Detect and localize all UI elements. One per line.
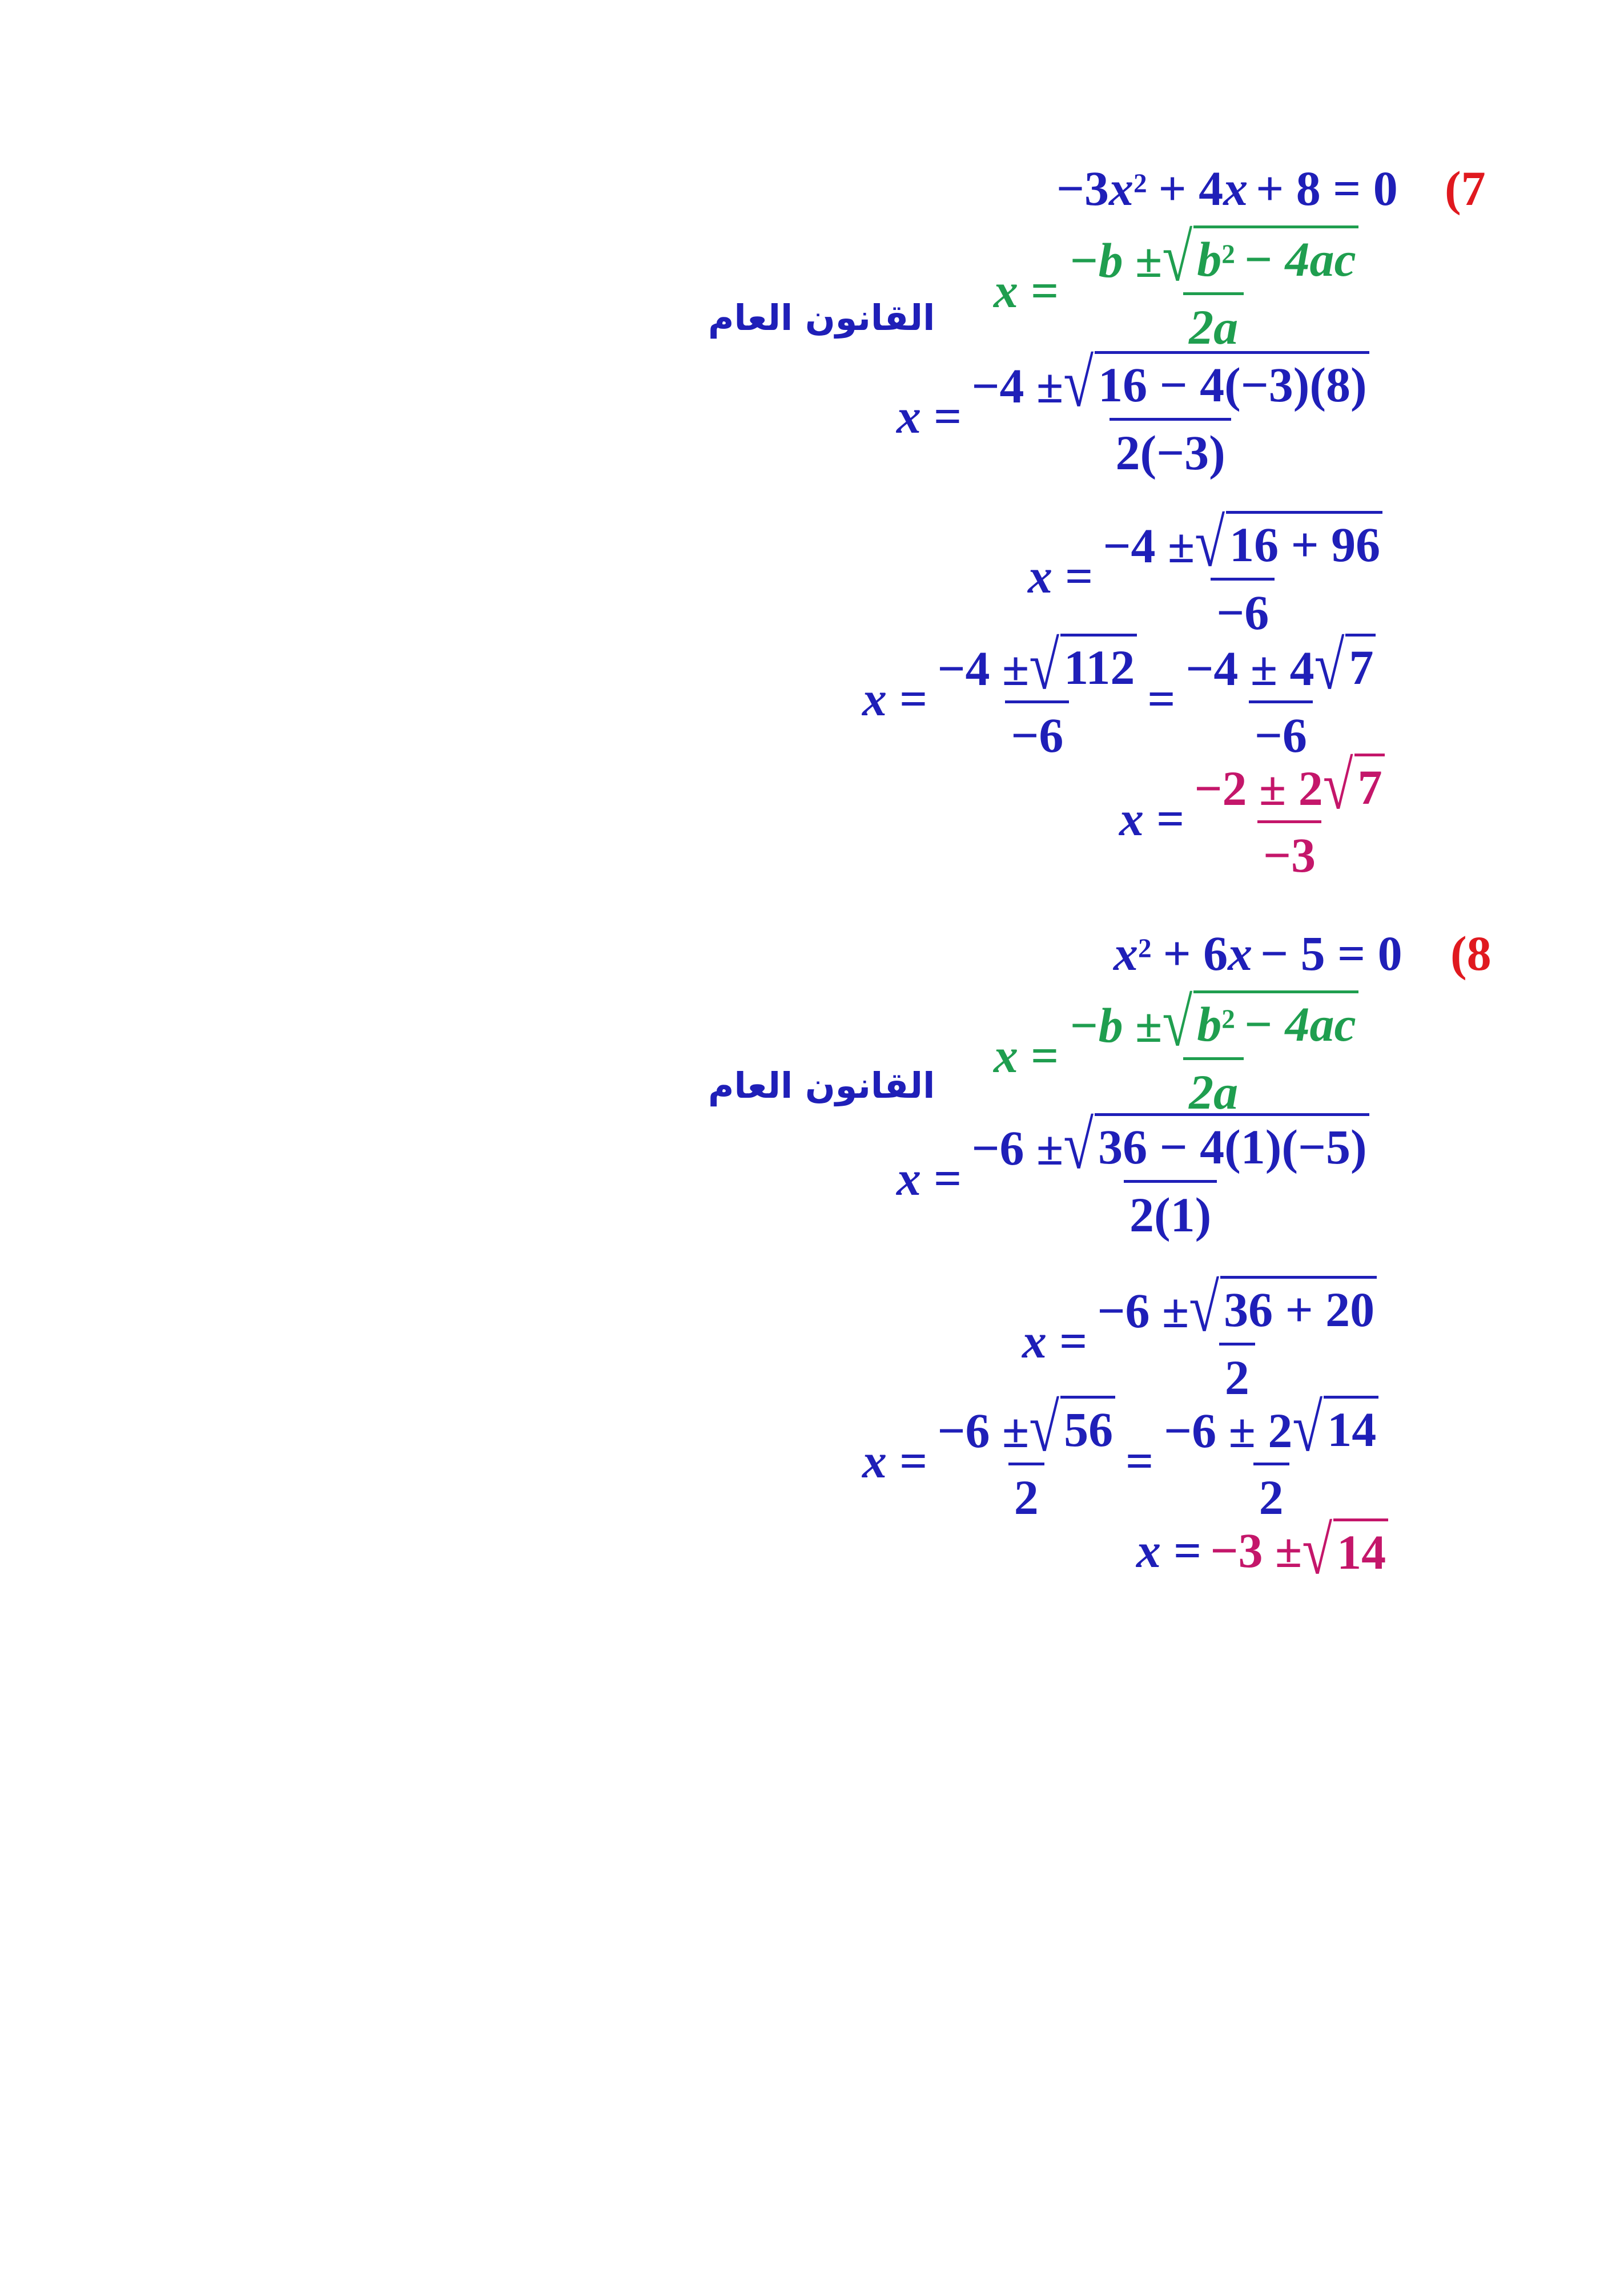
radicand-rest: − 4ac [1243,997,1356,1052]
term-b: + 6 [1163,926,1228,981]
numerator: −6 ± 2 [1164,1403,1293,1458]
denominator: 2(−3) [1110,418,1231,481]
step-fraction [966,1106,1375,1243]
sqrt: √ 36 + 20 [1189,1276,1377,1339]
formula-lhs: x = [994,1028,1059,1083]
numerator: −6 ± [971,1121,1064,1175]
denominator: 2 [1253,1463,1289,1526]
step-fraction-left [932,1389,1121,1526]
step-fraction-left [932,627,1143,764]
problem-number: (7 [1445,161,1486,216]
step-lhs: x = [1022,1314,1087,1368]
variable: x [1114,926,1138,981]
step-3 [862,627,1386,764]
step-2 [1028,504,1393,641]
radicand: 36 + 20 [1220,1276,1377,1339]
problem-number: (8 [1450,926,1492,981]
denominator: −6 [1249,700,1313,764]
numerator: −4 ± [971,359,1064,413]
denominator: 2(1) [1124,1180,1217,1243]
denominator: 2 [1008,1463,1044,1526]
step-lhs: x = [1119,791,1184,846]
sqrt: √ 16 + 96 [1195,511,1382,574]
equals-sign: = [1147,671,1176,726]
quadratic-equation [1114,925,1402,982]
radicand: 7 [1354,754,1385,817]
step-fraction-right [1180,627,1381,764]
formula-fraction [1063,984,1364,1121]
formula-denominator: 2a [1183,1057,1244,1121]
step-fraction-right [1158,1389,1384,1526]
step-lhs: x = [862,1433,927,1488]
sqrt: √ 16 − 4(−3)(8) [1063,351,1369,414]
sqrt: √ 7 [1323,754,1385,817]
sqrt: √ 14 [1292,1396,1378,1459]
step-fraction [1098,504,1389,641]
radicand-b: b [1197,997,1222,1052]
term-c: + 8 = 0 [1256,161,1398,216]
result [1136,1512,1388,1589]
numerator: −2 ± 2 [1194,761,1323,816]
variable: x [1228,926,1253,981]
sqrt: √ 7 [1315,634,1376,697]
formula-lhs: x = [994,263,1059,318]
formula-denominator: 2a [1183,292,1244,356]
quadratic-formula [994,219,1369,356]
quadratic-equation [1056,160,1398,217]
exponent: 2 [1221,1005,1235,1034]
general-rule-label: القانون العام [708,297,935,339]
radicand: 16 − 4(−3)(8) [1095,351,1369,414]
step-fraction [1092,1269,1383,1406]
radicand: 14 [1333,1518,1388,1582]
variable: x [1109,161,1134,216]
radicand: 112 [1060,634,1137,697]
denominator: −6 [1005,700,1069,764]
sqrt: √ b $^2$ − 4ac [1162,990,1358,1054]
formula-numerator: −b ± [1068,998,1163,1053]
denominator: 2 [1219,1343,1255,1406]
equals-sign: = [1125,1433,1154,1488]
radicand-rest: − 4ac [1243,232,1356,287]
step-lhs: x = [1028,549,1093,603]
step-lhs: x = [897,389,962,444]
step-1 [897,1106,1380,1243]
step-lhs: x = [862,671,927,726]
result [1119,747,1395,884]
radicand: 16 + 96 [1226,511,1382,574]
radicand: 14 [1324,1396,1378,1459]
numerator: −6 ± [937,1403,1030,1458]
radicand: 56 [1060,1396,1115,1459]
term-c: − 5 = 0 [1260,926,1402,981]
numerator: −4 ± [1103,518,1195,573]
variable: x [1223,161,1248,216]
sqrt: √ 112 [1029,634,1137,697]
numerator: −4 ± 4 [1185,641,1315,696]
step-3 [862,1389,1389,1526]
step-2 [1022,1269,1387,1406]
exponent: 2 [1221,240,1235,269]
step-1 [897,344,1380,481]
numerator: −4 ± [937,641,1030,696]
sqrt: √ b $^2$ − 4ac [1162,225,1358,289]
sqrt: √ 36 − 4(1)(−5) [1063,1113,1369,1177]
result-fraction [1189,747,1390,884]
denominator: −3 [1257,820,1321,884]
step-lhs: x = [1136,1522,1201,1578]
general-rule-label: القانون العام [708,1065,935,1106]
radicand-b: b [1197,232,1222,287]
denominator: −6 [1211,578,1275,641]
formula-fraction [1063,219,1364,356]
result-value: −3 ± [1210,1522,1303,1578]
exponent: 2 [1133,169,1147,199]
radicand: 7 [1345,634,1376,697]
formula-numerator: −b ± [1068,233,1163,288]
step-fraction [966,344,1375,481]
quadratic-formula [994,984,1369,1121]
numerator: −6 ± [1097,1283,1189,1338]
sqrt: √ 56 [1029,1396,1115,1459]
sqrt: √ 14 [1302,1518,1388,1582]
term-b: + 4 [1158,161,1224,216]
coef-a: −3 [1056,161,1110,216]
radicand: 36 − 4(1)(−5) [1095,1113,1369,1177]
exponent: 2 [1138,934,1152,964]
step-lhs: x = [897,1151,962,1206]
